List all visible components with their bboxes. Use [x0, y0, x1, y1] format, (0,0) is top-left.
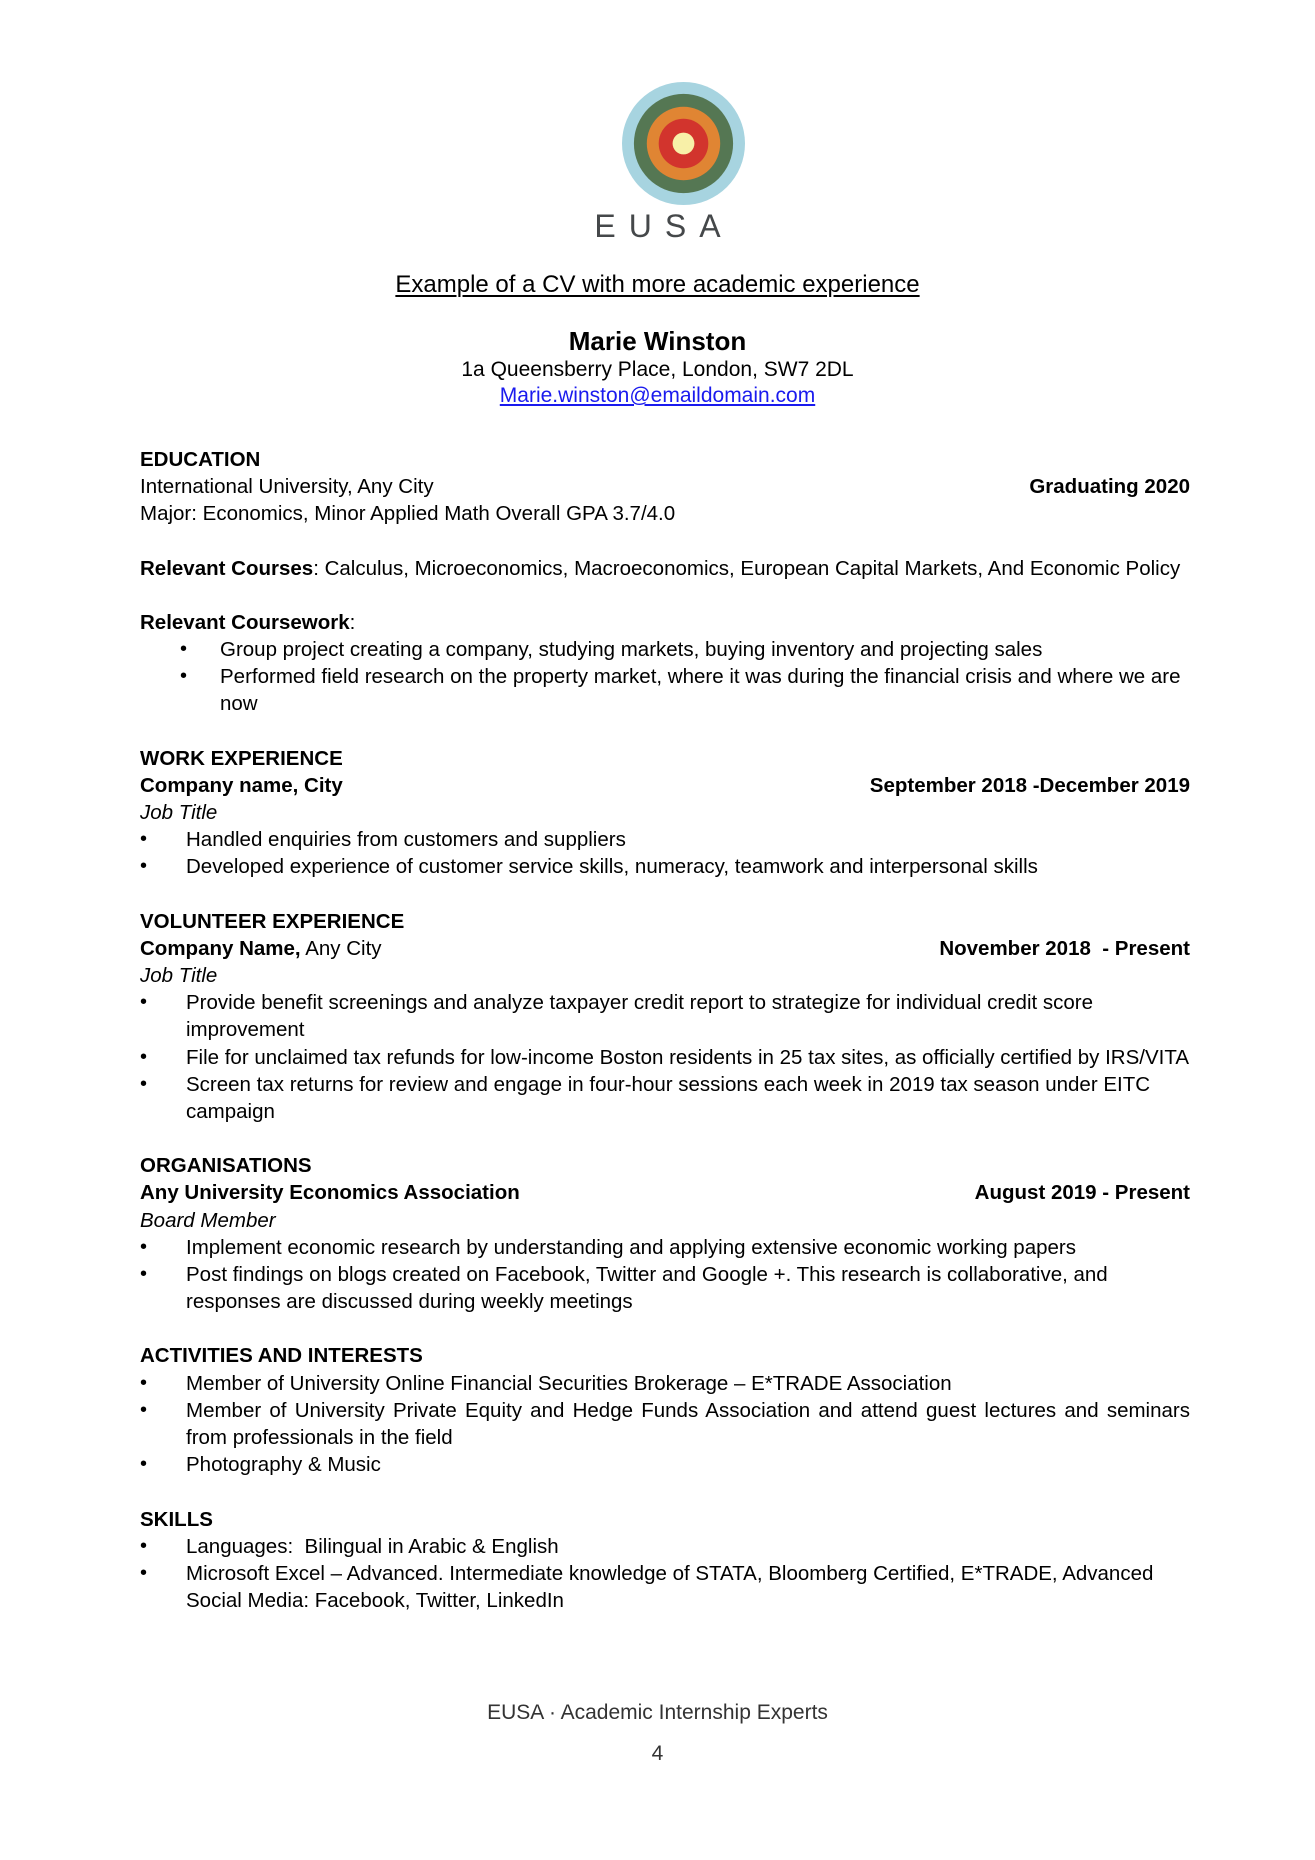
list-item: • Developed experience of customer service skills, numeracy, teamwork and interpersonal skills [140, 853, 1190, 880]
list-item: • Provide benefit screenings and analyze taxpayer credit report to strategize for individual credit score improvement [140, 989, 1190, 1043]
section-heading-organisations: ORGANISATIONS [140, 1154, 312, 1178]
relevant-courses-text: : Calculus, Microeconomics, Macroeconomics, European Capital Markets, And Economic Policy [313, 556, 1181, 580]
footer-text: EUSA · Academic Internship Experts [487, 1701, 828, 1724]
section-heading-work: WORK EXPERIENCE [140, 746, 343, 770]
volunteer-job-title: Job Title [140, 964, 218, 988]
list-item: • Performed field research on the property market, where it was during the financial crisis and where we are now [140, 663, 1190, 717]
relevant-coursework: Relevant Coursework: [140, 610, 356, 634]
eusa-logo-icon [622, 82, 745, 205]
volunteer-list [140, 989, 1190, 1125]
email-link[interactable]: Marie.winston@emaildomain.com [499, 384, 816, 407]
list-item: • Photography & Music [140, 1451, 1190, 1478]
list-item: • Group project creating a company, studying markets, buying inventory and projecting sales [140, 636, 1190, 663]
activities-list [140, 1370, 1190, 1479]
volunteer-date: November 2018 - Present [939, 936, 1190, 960]
list-item: • Microsoft Excel – Advanced. Intermediate knowledge of STATA, Bloomberg Certified, E*TRADE, Advanced Social Media: Facebook, Twitter, LinkedIn [140, 1560, 1190, 1614]
work-job-title: Job Title [140, 801, 218, 825]
page-number: 4 [651, 1742, 664, 1765]
education-row [140, 473, 1190, 500]
work-date: September 2018 -December 2019 [869, 773, 1190, 797]
section-heading-activities: ACTIVITIES AND INTERESTS [140, 1344, 423, 1368]
organisation-date: August 2019 - Present [974, 1181, 1190, 1205]
candidate-name: Marie Winston [568, 326, 747, 356]
logo-wordmark: EUSA [594, 208, 734, 244]
list-item: • Handled enquiries from customers and suppliers [140, 826, 1190, 853]
relevant-coursework-label: Relevant Coursework [140, 610, 350, 634]
organisations-row [140, 1179, 1190, 1206]
list-item: • Languages: Bilingual in Arabic & English [140, 1533, 1190, 1560]
relevant-courses [140, 555, 1190, 582]
section-heading-skills: SKILLS [140, 1507, 213, 1531]
education-date: Graduating 2020 [1029, 475, 1190, 499]
volunteer-company: Company Name, Any City [140, 936, 382, 960]
volunteer-row [140, 935, 1190, 962]
page-title: Example of a CV with more academic experience [395, 271, 920, 298]
organisation-name: Any University Economics Association [140, 1181, 520, 1205]
list-item: • Post findings on blogs created on Facebook, Twitter and Google +. This research is collaborative, and responses are discussed during weekly meetings [140, 1261, 1190, 1315]
education-major: Major: Economics, Minor Applied Math Overall GPA 3.7/4.0 [140, 502, 676, 526]
coursework-list [140, 636, 1190, 718]
list-item: • Screen tax returns for review and engage in four-hour sessions each week in 2019 tax season under EITC campaign [140, 1071, 1190, 1125]
list-item: • Member of University Online Financial Securities Brokerage – E*TRADE Association [140, 1370, 1190, 1397]
education-institution: International University, Any City [140, 475, 434, 499]
relevant-courses-label: Relevant Courses [140, 556, 314, 580]
list-item: • Member of University Private Equity and Hedge Funds Association and attend guest lectures and seminars from professionals in the field [140, 1397, 1190, 1451]
organisation-role: Board Member [140, 1208, 276, 1232]
cv-body [140, 446, 1190, 1614]
section-heading-volunteer: VOLUNTEER EXPERIENCE [140, 909, 405, 933]
section-heading-education: EDUCATION [140, 448, 261, 471]
work-row [140, 772, 1190, 799]
candidate-address: 1a Queensberry Place, London, SW7 2DL [461, 358, 854, 381]
work-company: Company name, City [140, 773, 343, 797]
list-item: • Implement economic research by understanding and applying extensive economic working papers [140, 1234, 1190, 1261]
skills-list [140, 1533, 1190, 1615]
email-line [0, 384, 1315, 408]
organisations-list [140, 1234, 1190, 1316]
list-item: • File for unclaimed tax refunds for low-income Boston residents in 25 tax sites, as officially certified by IRS/VITA [140, 1044, 1190, 1071]
work-list [140, 826, 1190, 880]
